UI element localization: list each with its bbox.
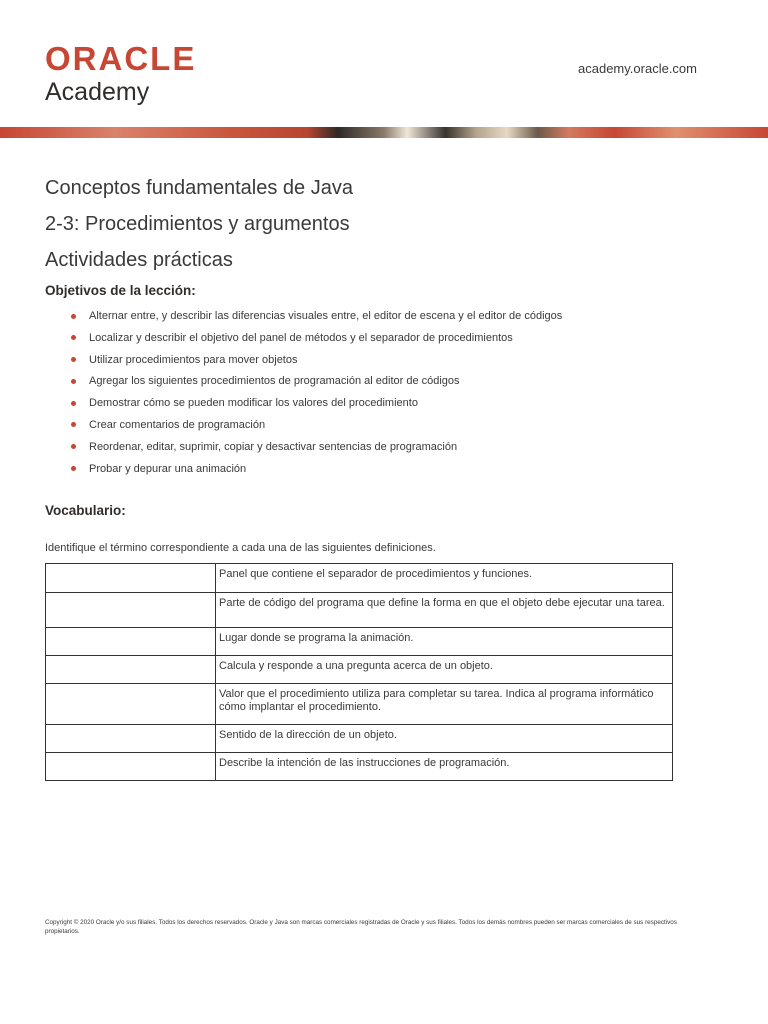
- term-cell[interactable]: [46, 725, 216, 753]
- list-item: [71, 350, 562, 372]
- term-cell[interactable]: [46, 593, 216, 628]
- definition-cell: Sentido de la dirección de un objeto.: [216, 725, 673, 753]
- list-item: [71, 306, 562, 328]
- term-cell[interactable]: [46, 628, 216, 656]
- course-title: Conceptos fundamentales de Java: [45, 177, 353, 199]
- activity-title: Actividades prácticas: [45, 249, 233, 271]
- list-item: [71, 328, 562, 350]
- objective-text: Localizar y describir el objetivo del panel de métodos y el separador de procedimientos: [89, 331, 513, 344]
- term-cell[interactable]: [46, 564, 216, 593]
- vocabulary-heading: Vocabulario:: [45, 503, 126, 518]
- bullet-icon: [71, 357, 76, 362]
- table-row: [46, 628, 673, 656]
- list-item: [71, 415, 562, 437]
- logo-product: Academy: [45, 78, 150, 106]
- objective-text: Demostrar cómo se pueden modificar los valores del procedimiento: [89, 397, 418, 410]
- copyright-footer: Copyright © 2020 Oracle y/o sus filiales. Todos los derechos reservados. Oracle y Java son marcas comerciales registradas de Oracle y sus filiales. Todos los demás nombres pueden ser marcas comerciales de sus respectivos propietarios.: [45, 919, 677, 935]
- logo-brand: ORACLE: [45, 40, 197, 77]
- bullet-icon: [71, 314, 76, 319]
- bullet-icon: [71, 379, 76, 384]
- definition-cell: Describe la intención de las instrucciones de programación.: [216, 753, 673, 781]
- term-cell[interactable]: [46, 656, 216, 684]
- objective-text: Crear comentarios de programación: [89, 418, 266, 431]
- objectives-list: [71, 306, 562, 480]
- document-title: [45, 170, 353, 278]
- list-item: [71, 459, 562, 481]
- table-row: [46, 593, 673, 628]
- table-row: [46, 725, 673, 753]
- table-row: [46, 656, 673, 684]
- term-cell[interactable]: [46, 753, 216, 781]
- definition-cell: Panel que contiene el separador de procedimientos y funciones.: [216, 564, 673, 593]
- decorative-banner: [0, 127, 768, 138]
- objective-text: Reordenar, editar, suprimir, copiar y desactivar sentencias de programación: [89, 440, 458, 453]
- objective-text: Probar y depurar una animación: [89, 462, 247, 475]
- definition-cell: Valor que el procedimiento utiliza para completar su tarea. Indica al programa informático cómo implantar el procedimiento.: [216, 684, 673, 725]
- vocabulary-table: [45, 563, 673, 781]
- table-row: [46, 564, 673, 593]
- lesson-title: 2-3: Procedimientos y argumentos: [45, 213, 350, 235]
- objective-text: Agregar los siguientes procedimientos de programación al editor de códigos: [89, 375, 460, 388]
- vocabulary-instructions: Identifique el término correspondiente a cada una de las siguientes definiciones.: [45, 542, 436, 554]
- bullet-icon: [71, 444, 76, 449]
- site-url: academy.oracle.com: [578, 61, 697, 76]
- table-row: [46, 753, 673, 781]
- objective-text: Utilizar procedimientos para mover objetos: [89, 353, 298, 366]
- definition-cell: Lugar donde se programa la animación.: [216, 628, 673, 656]
- oracle-academy-logo: [45, 42, 196, 107]
- definition-cell: Calcula y responde a una pregunta acerca de un objeto.: [216, 656, 673, 684]
- definition-cell: Parte de código del programa que define la forma en que el objeto debe ejecutar una tarea.: [216, 593, 673, 628]
- objectives-heading: Objetivos de la lección:: [45, 283, 196, 298]
- term-cell[interactable]: [46, 684, 216, 725]
- list-item: [71, 437, 562, 459]
- bullet-icon: [71, 422, 76, 427]
- bullet-icon: [71, 401, 76, 406]
- bullet-icon: [71, 466, 76, 471]
- list-item: [71, 393, 562, 415]
- bullet-icon: [71, 335, 76, 340]
- list-item: [71, 371, 562, 393]
- objective-text: Alternar entre, y describir las diferencias visuales entre, el editor de escena y el editor de códigos: [89, 310, 563, 322]
- table-row: [46, 684, 673, 725]
